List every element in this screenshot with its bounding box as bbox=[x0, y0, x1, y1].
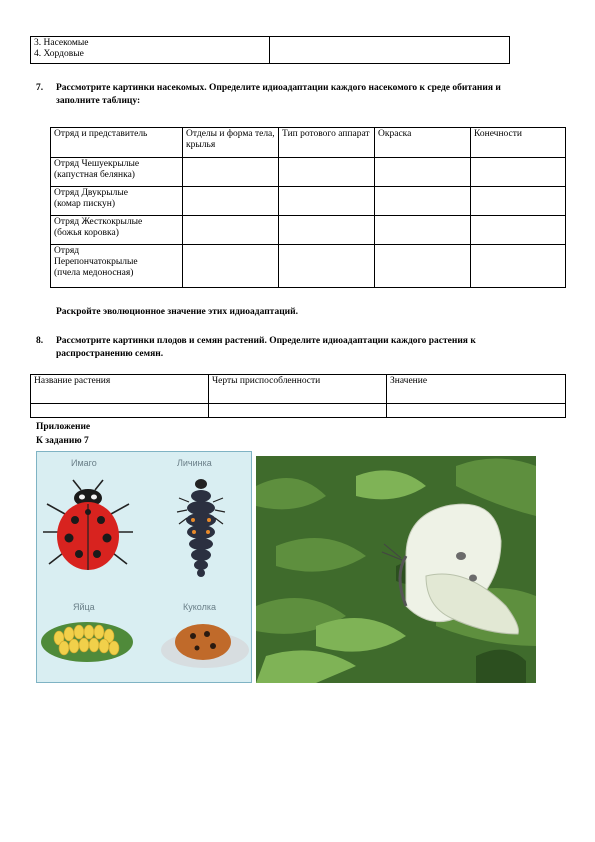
task-7-table bbox=[50, 127, 566, 288]
table-row bbox=[51, 216, 566, 245]
t7-row-2-line-1: Отряд Двукрылые bbox=[54, 188, 128, 198]
t7-row-4-label bbox=[51, 245, 183, 288]
label-eggs: Яйца bbox=[73, 602, 95, 612]
task-7-note: Раскройте эволюционное значение этих идиоадаптаций. bbox=[56, 307, 299, 317]
t7-header-1: Отделы и форма тела, крылья bbox=[183, 128, 279, 158]
label-imago: Имаго bbox=[71, 458, 97, 468]
pupa-icon bbox=[161, 624, 249, 668]
t7-header-2: Тип ротового аппарат bbox=[279, 128, 375, 158]
t7-cell[interactable] bbox=[471, 216, 566, 245]
t7-cell[interactable] bbox=[183, 187, 279, 216]
t7-cell[interactable] bbox=[471, 187, 566, 216]
t7-cell[interactable] bbox=[375, 187, 471, 216]
larva-icon bbox=[177, 479, 225, 577]
t7-cell[interactable] bbox=[375, 216, 471, 245]
t7-row-1-line-1: Отряд Чешуекрылые bbox=[54, 159, 140, 169]
top-table-row-1: 3. Насекомые bbox=[34, 38, 89, 48]
top-table bbox=[30, 36, 510, 64]
t8-cell[interactable] bbox=[209, 404, 387, 418]
t7-row-3-line-2: (божья коровка) bbox=[54, 228, 119, 238]
t7-row-2-line-2: (комар пискун) bbox=[54, 199, 116, 209]
t7-row-2-label bbox=[51, 187, 183, 216]
t8-header-2: Значение bbox=[387, 375, 566, 404]
t7-row-1-label bbox=[51, 158, 183, 187]
label-larva: Личинка bbox=[177, 458, 212, 468]
t7-row-3-label bbox=[51, 216, 183, 245]
task-7-text: Рассмотрите картинки насекомых. Определите идиоадаптации каждого насекомого к среде обитания и заполните таблицу: bbox=[56, 83, 501, 106]
task-8-text: Рассмотрите картинки плодов и семян растений. Определите идиоадаптации каждого растения к распространению семян. bbox=[56, 336, 476, 359]
table-row bbox=[51, 245, 566, 288]
t7-cell[interactable] bbox=[375, 158, 471, 187]
t7-header-3: Окраска bbox=[375, 128, 471, 158]
t7-cell[interactable] bbox=[279, 187, 375, 216]
ladybug-icon bbox=[43, 480, 133, 570]
butterfly-photo bbox=[256, 456, 536, 683]
t8-cell[interactable] bbox=[387, 404, 566, 418]
t7-cell[interactable] bbox=[279, 216, 375, 245]
table-row bbox=[31, 404, 566, 418]
task-8-table bbox=[30, 374, 566, 418]
t7-row-4-line-1: Отряд bbox=[54, 246, 80, 256]
label-pupa: Куколка bbox=[183, 602, 216, 612]
t8-header-0: Название растения bbox=[31, 375, 209, 404]
t8-cell[interactable] bbox=[31, 404, 209, 418]
t7-row-1-line-2: (капустная белянка) bbox=[54, 170, 135, 180]
t8-header-1: Черты приспособленности bbox=[209, 375, 387, 404]
t7-cell[interactable] bbox=[279, 245, 375, 288]
t7-cell[interactable] bbox=[183, 245, 279, 288]
task-8 bbox=[36, 335, 556, 365]
eggs-icon bbox=[41, 622, 133, 662]
t7-row-3-line-1: Отряд Жесткокрылые bbox=[54, 217, 143, 227]
t7-row-4-line-3: (пчела медоносная) bbox=[54, 268, 134, 278]
t7-cell[interactable] bbox=[375, 245, 471, 288]
t7-cell[interactable] bbox=[471, 245, 566, 288]
task-8-number: 8. bbox=[36, 336, 44, 346]
t7-cell[interactable] bbox=[471, 158, 566, 187]
t7-row-4-line-2: Перепончатокрылые bbox=[54, 257, 138, 267]
ladybug-lifecycle-image bbox=[36, 451, 252, 683]
top-table-row-2: 4. Хордовые bbox=[34, 49, 84, 59]
t7-cell[interactable] bbox=[183, 158, 279, 187]
t7-cell[interactable] bbox=[183, 216, 279, 245]
top-table-left-cell bbox=[31, 37, 270, 64]
t7-header-0: Отряд и представитель bbox=[51, 128, 183, 158]
table-row bbox=[51, 158, 566, 187]
top-table-right-cell bbox=[270, 37, 510, 64]
task-7-number: 7. bbox=[36, 83, 44, 93]
appendix-title: Приложение bbox=[36, 422, 91, 432]
appendix-subtitle: К заданию 7 bbox=[36, 436, 89, 446]
table-row bbox=[51, 187, 566, 216]
task-7 bbox=[36, 82, 556, 112]
t7-header-4: Конечности bbox=[471, 128, 566, 158]
t7-cell[interactable] bbox=[279, 158, 375, 187]
